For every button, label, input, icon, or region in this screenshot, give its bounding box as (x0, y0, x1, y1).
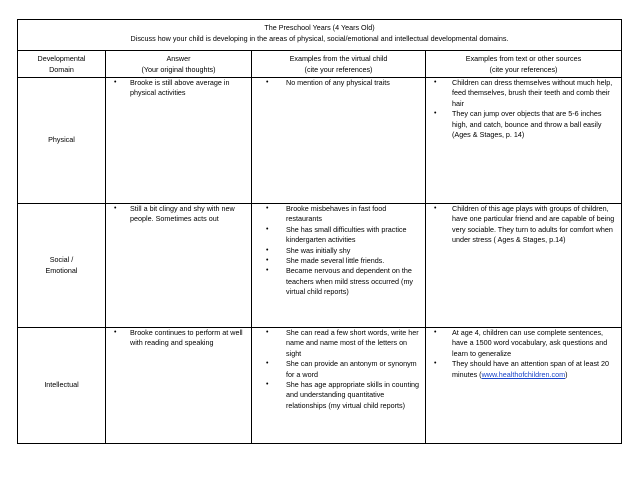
header-text-line2: (cite your references) (489, 64, 558, 74)
text-social-emotional (426, 204, 622, 328)
bullet-icon: • (434, 79, 437, 86)
virtual-intellectual (252, 328, 426, 444)
list-item (266, 328, 421, 359)
list-item-text: She can read a few short words, write her name and name most of the letters on sight (286, 328, 419, 358)
list-item-text: Still a bit clingy and shy with new people. Sometimes acts out (130, 204, 235, 224)
row-social-emotional (18, 204, 622, 328)
list-item (434, 359, 617, 380)
list-item-text: Brooke is still above average in physical activities (130, 78, 230, 98)
link-suffix: ) (565, 369, 568, 379)
list-item (266, 359, 421, 380)
answer-intellectual (106, 328, 252, 444)
list-item (434, 78, 617, 109)
bullet-icon: • (266, 246, 269, 254)
bullet-icon: • (266, 329, 269, 336)
bullet-icon: • (434, 360, 437, 368)
bullet-icon: • (434, 329, 437, 336)
header-answer-line1: Answer (166, 54, 191, 63)
list-item-text: Children can dress themselves without much help, feed themselves, brush their teeth and comb their hair (452, 78, 613, 108)
list-item-text: She has age appropriate skills in counting and understanding quantitative relationships (my virtual child reports) (286, 380, 420, 410)
bullet-icon: • (114, 79, 117, 86)
title-cell (18, 20, 622, 51)
bullet-list (106, 78, 251, 99)
list-item (434, 328, 617, 359)
bullet-list (106, 328, 251, 349)
list-item (266, 204, 421, 225)
domain-label: Social / (49, 255, 74, 264)
bullet-icon: • (266, 79, 269, 86)
domain-label: Emotional (45, 265, 78, 275)
list-item-text: She was initially shy (286, 245, 351, 255)
table-title: The Preschool Years (4 Years Old) (264, 23, 375, 32)
bullet-list (106, 204, 251, 225)
list-item (266, 224, 421, 246)
title-row (18, 20, 622, 51)
bullet-list (252, 204, 425, 298)
header-domain (18, 51, 106, 78)
bullet-icon: • (266, 267, 269, 275)
bullet-list (252, 78, 425, 88)
row-intellectual (18, 328, 622, 444)
list-item-text: She can provide an antonym or synonym for a word (286, 359, 417, 379)
table-subtitle: Discuss how your child is developing in the areas of physical, social/emotional and intellectual developmental domains. (130, 34, 509, 43)
bullet-icon: • (266, 205, 269, 212)
bullet-icon: • (266, 360, 269, 368)
bullet-list (252, 328, 425, 411)
bullet-icon: • (434, 205, 437, 212)
answer-social-emotional (106, 204, 252, 328)
list-item-text: She has small difficulties with practice kindergarten activities (286, 224, 407, 245)
header-domain-line1: Developmental (37, 54, 86, 63)
list-item-text: They should have an attention span of at least 20 minutes ( (452, 359, 610, 379)
list-item (114, 204, 247, 225)
bullet-icon: • (434, 110, 437, 118)
row-physical (18, 78, 622, 204)
healthofchildren-link[interactable]: www.healthofchildren.com (481, 369, 566, 379)
header-row (18, 51, 622, 78)
header-domain-line2: Domain (49, 64, 74, 74)
list-item (266, 266, 421, 297)
list-item (114, 328, 247, 349)
header-text (426, 51, 622, 78)
list-item-text: Became nervous and dependent on the teachers when mild stress occurred (my virtual child reports) (286, 266, 414, 297)
list-item-text: No mention of any physical traits (286, 78, 390, 87)
bullet-icon: • (266, 381, 269, 389)
list-item (266, 245, 421, 256)
bullet-list (426, 328, 621, 380)
list-item-text: Brooke misbehaves in fast food restaurants (286, 204, 387, 224)
header-virtual-line1: Examples from the virtual child (289, 54, 388, 63)
list-item-text: She made several little friends. (286, 256, 385, 266)
list-item (434, 109, 617, 140)
worksheet (17, 19, 621, 444)
list-item (266, 78, 421, 88)
bullet-icon: • (114, 329, 117, 336)
bullet-list (426, 78, 621, 140)
domain-intellectual (18, 328, 106, 444)
header-virtual (252, 51, 426, 78)
list-item-text: They can jump over objects that are 5-6 inches high, and catch, bounce and throw a ball easily (Ages & Stages, p. 14) (452, 109, 602, 140)
list-item (434, 204, 617, 246)
list-item (114, 78, 247, 99)
domain-label: Physical (48, 135, 75, 145)
bullet-list (426, 204, 621, 246)
answer-physical (106, 78, 252, 204)
header-answer (106, 51, 252, 78)
virtual-social-emotional (252, 204, 426, 328)
list-item-text: Brooke continues to perform at well with reading and speaking (130, 328, 243, 348)
development-table (17, 19, 622, 444)
text-physical (426, 78, 622, 204)
header-answer-line2: (Your original thoughts) (141, 64, 216, 74)
text-intellectual (426, 328, 622, 444)
domain-label: Intellectual (44, 380, 79, 390)
domain-social-emotional (18, 204, 106, 328)
list-item (266, 380, 421, 411)
list-item-text: Children of this age plays with groups of children, have one particular friend and are capable of being very sociable. They turn to adults for comfort when under stress ( Ages & Stages, p.14) (452, 204, 615, 245)
header-text-line1: Examples from text or other sources (465, 54, 582, 63)
header-virtual-line2: (cite your references) (304, 64, 373, 74)
bullet-icon: • (266, 225, 269, 233)
list-item (266, 256, 421, 266)
list-item-text: At age 4, children can use complete sentences, have a 1500 word vocabulary, ask questions and learn to generalize (452, 328, 608, 358)
domain-physical (18, 78, 106, 204)
virtual-physical (252, 78, 426, 204)
bullet-icon: • (266, 257, 269, 265)
bullet-icon: • (114, 205, 117, 212)
